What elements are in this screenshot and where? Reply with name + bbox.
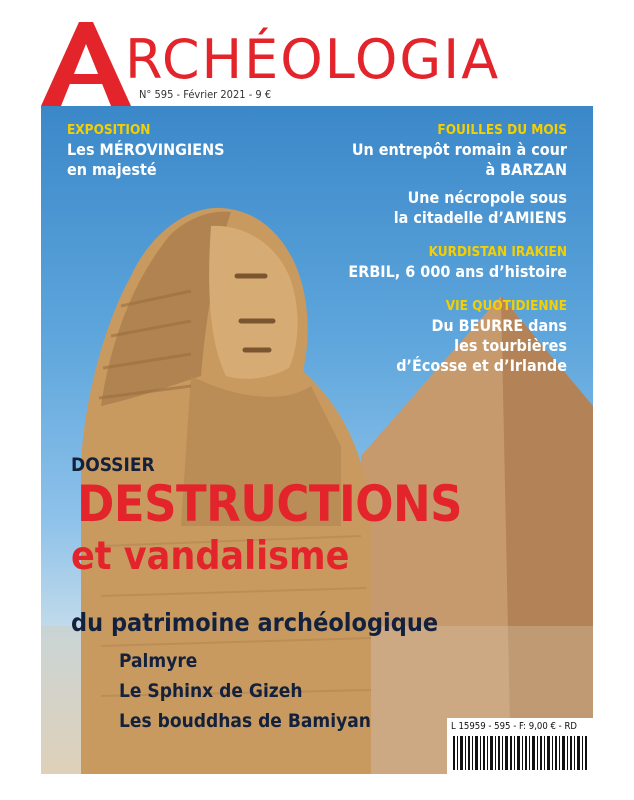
- issue-line: N° 595 - Février 2021 - 9 €: [139, 88, 272, 101]
- kicker-vie-quotidienne: VIE QUOTIDIENNE: [445, 298, 567, 314]
- kicker-exposition: EXPOSITION: [67, 122, 151, 138]
- headline-barzan: à BARZAN: [485, 160, 567, 179]
- logo-a-mark: [41, 22, 131, 106]
- magazine-cover: [41, 22, 593, 774]
- dossier-title-vandalisme: et vandalisme: [71, 534, 350, 579]
- logo-wordmark: RCHÉOLOGIA: [125, 28, 501, 91]
- dossier-item-sphinx: Le Sphinx de Gizeh: [119, 680, 303, 702]
- barcode-bars: [453, 736, 589, 770]
- headline-en-majeste: en majesté: [67, 160, 157, 179]
- headline-merovingiens: Les MÉROVINGIENS: [67, 140, 225, 159]
- dossier-subtitle: du patrimoine archéologique: [71, 608, 439, 637]
- dossier-item-bamiyan: Les bouddhas de Bamiyan: [119, 710, 371, 732]
- barcode-box: [447, 718, 593, 774]
- masthead: [41, 22, 593, 106]
- kicker-kurdistan: KURDISTAN IRAKIEN: [428, 244, 567, 260]
- headline-erbil: ERBIL, 6 000 ans d’histoire: [348, 262, 567, 281]
- headline-ecosse-irlande: d’Écosse et d’Irlande: [396, 356, 567, 375]
- cover-photo: [41, 106, 593, 774]
- headline-entrepot: Un entrepôt romain à cour: [351, 140, 567, 159]
- kicker-fouilles: FOUILLES DU MOIS: [437, 122, 567, 138]
- dossier-title-destructions: DESTRUCTIONS: [77, 475, 463, 533]
- dossier-label: DOSSIER: [71, 454, 155, 476]
- headline-necropole: Une nécropole sous: [407, 188, 567, 207]
- headline-tourbieres: les tourbières: [454, 336, 567, 355]
- headline-amiens: la citadelle d’AMIENS: [393, 208, 567, 227]
- dossier-item-palmyre: Palmyre: [119, 650, 198, 672]
- headline-beurre: Du BEURRE dans: [431, 316, 567, 335]
- barcode-text: L 15959 - 595 - F: 9,00 € - RD: [451, 721, 577, 732]
